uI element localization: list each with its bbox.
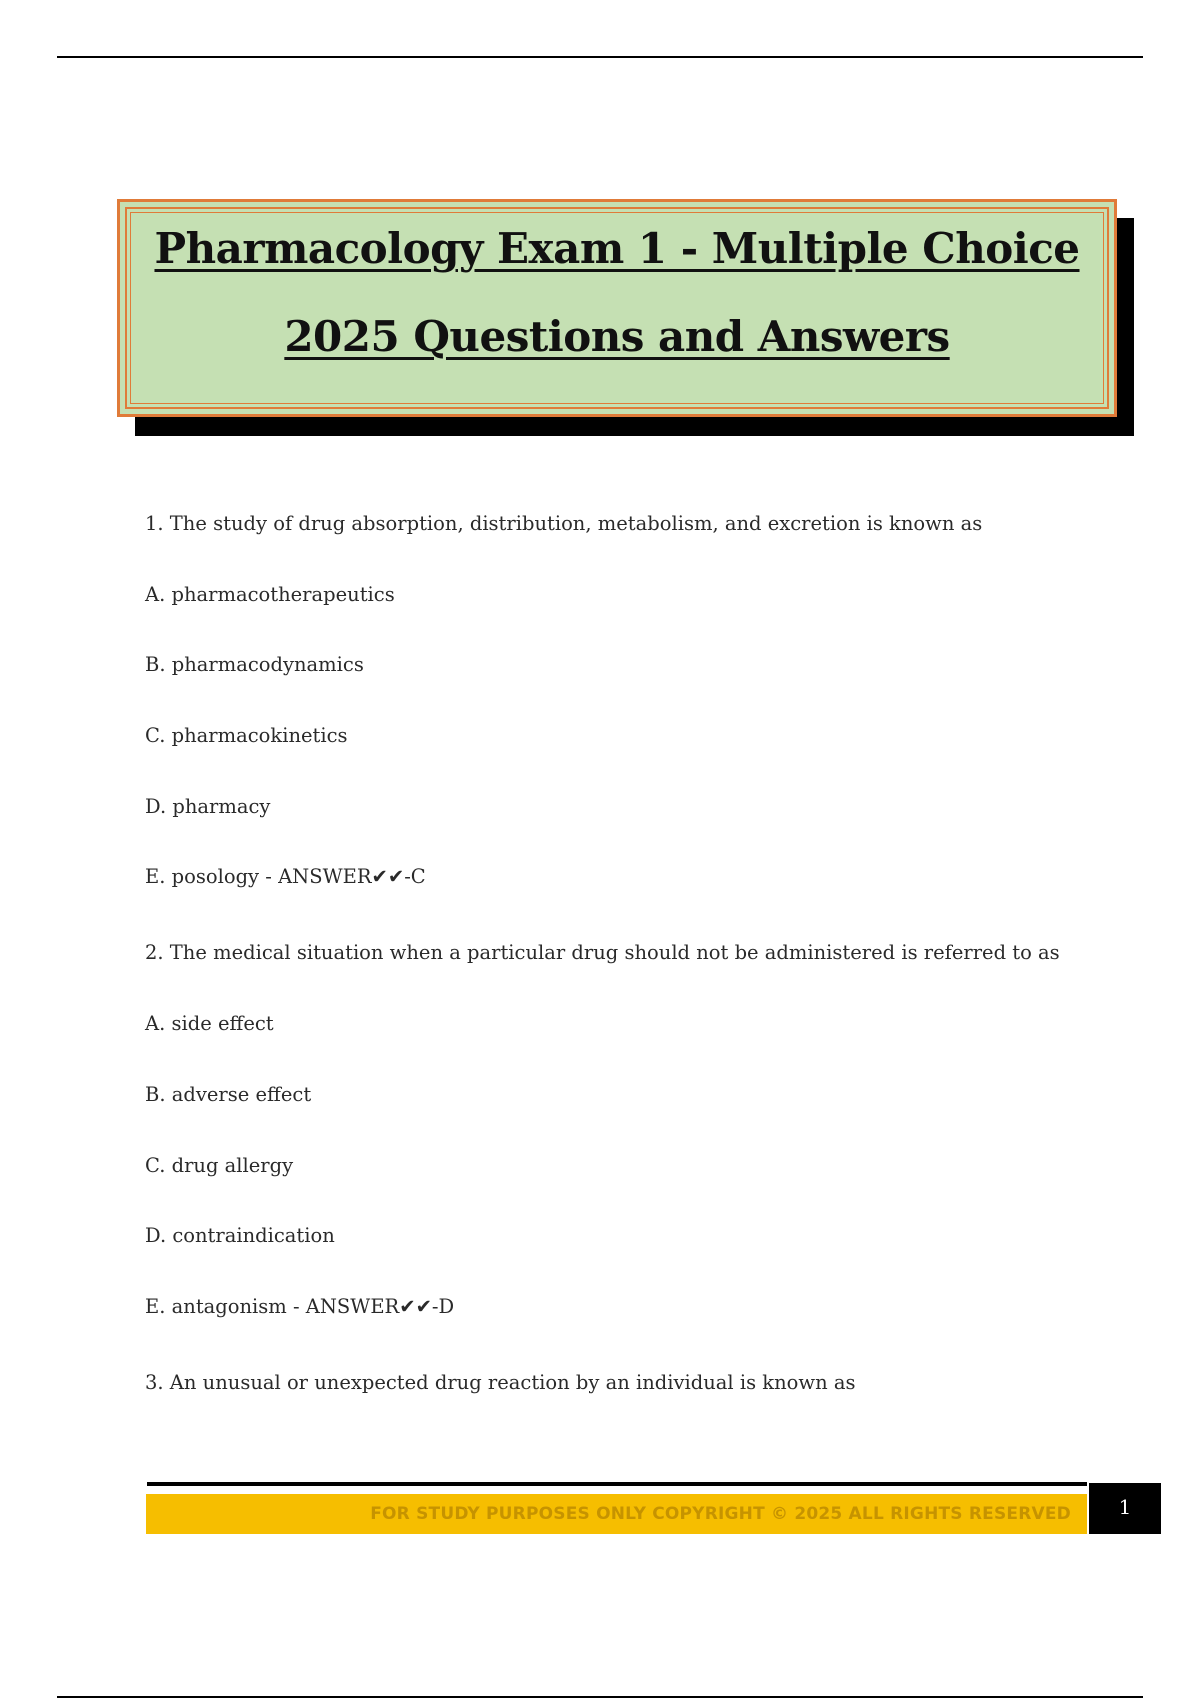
answer-option-with-key: E. antagonism - ANSWER✔✔-D bbox=[145, 1294, 455, 1318]
answer-option-with-key: E. posology - ANSWER✔✔-C bbox=[145, 865, 426, 889]
question-text: 1. The study of drug absorption, distribution, metabolism, and excretion is known as bbox=[145, 512, 983, 535]
answer-option: D. pharmacy bbox=[145, 794, 271, 818]
page-number: 1 bbox=[1118, 1495, 1132, 1519]
document-title-line-1: Pharmacology Exam 1 - Multiple Choice bbox=[154, 224, 1080, 273]
document-title-line-2: 2025 Questions and Answers bbox=[284, 312, 950, 361]
question-list bbox=[145, 510, 1095, 1440]
answer-option: D. contraindication bbox=[145, 1224, 335, 1248]
answer-option: A. pharmacotherapeutics bbox=[145, 582, 395, 606]
top-rule bbox=[57, 56, 1143, 58]
answer-option: B. pharmacodynamics bbox=[145, 653, 364, 677]
page-number-box bbox=[1089, 1483, 1161, 1534]
bottom-rule bbox=[57, 1696, 1143, 1698]
title-box bbox=[117, 199, 1117, 417]
footer-bar bbox=[146, 1494, 1087, 1534]
copyright-notice: FOR STUDY PURPOSES ONLY COPYRIGHT © 2025 ALL RIGHTS RESERVED bbox=[370, 1504, 1071, 1524]
question-text: 2. The medical situation when a particular drug should not be administered is referred to as bbox=[145, 941, 1060, 965]
answer-option: B. adverse effect bbox=[145, 1082, 312, 1106]
answer-option: C. pharmacokinetics bbox=[145, 724, 348, 748]
answer-option: C. drug allergy bbox=[145, 1153, 294, 1177]
footer-rule bbox=[147, 1482, 1087, 1486]
question-text: 3. An unusual or unexpected drug reaction by an individual is known as bbox=[145, 1370, 856, 1394]
answer-option: A. side effect bbox=[145, 1012, 274, 1036]
